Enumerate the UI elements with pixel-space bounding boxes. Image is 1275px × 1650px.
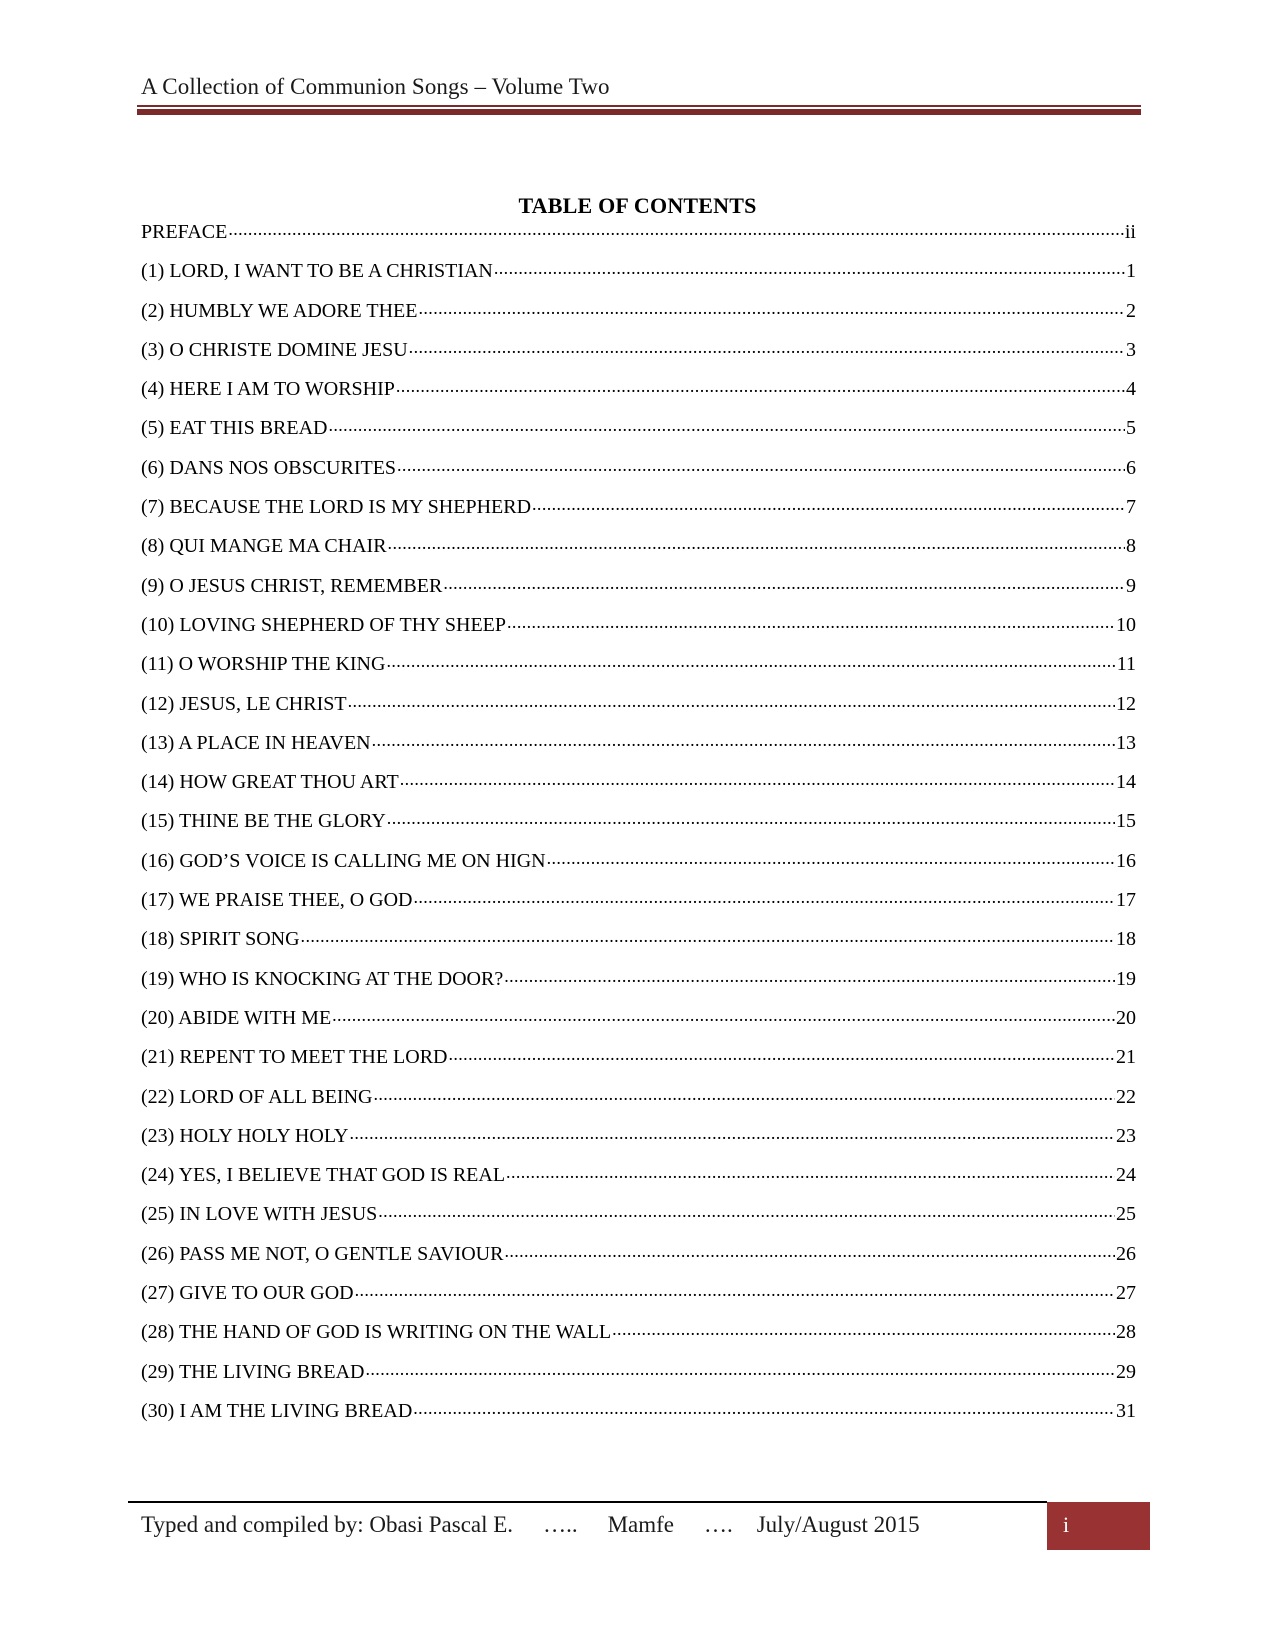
toc-entry-label: (15) THINE BE THE GLORY [141, 810, 386, 833]
toc-entry-page: 16 [1116, 849, 1136, 872]
toc-entry-page: 6 [1126, 456, 1136, 479]
toc-entry-page: ii [1124, 221, 1136, 243]
toc-entry[interactable] [141, 1122, 1136, 1161]
toc-entry-page: 29 [1116, 1360, 1136, 1383]
toc-dot-leader [396, 375, 1125, 395]
toc-dot-leader [506, 1161, 1115, 1181]
toc-dot-leader [532, 493, 1125, 513]
toc-dot-leader [504, 1240, 1115, 1260]
toc-dot-leader [413, 1397, 1115, 1417]
toc-entry-page: 1 [1126, 260, 1136, 283]
toc-dot-leader [448, 1043, 1115, 1063]
header-rule-thick [137, 109, 1141, 115]
toc-entry-page: 3 [1126, 338, 1136, 361]
toc-title: TABLE OF CONTENTS [518, 193, 757, 218]
toc-entry-page: 13 [1116, 731, 1136, 754]
toc-entry[interactable] [141, 532, 1136, 571]
toc-entry-page: 4 [1126, 378, 1136, 401]
toc-entry[interactable] [141, 650, 1136, 689]
toc-entry-label: (12) JESUS, LE CHRIST [141, 692, 347, 715]
running-header: A Collection of Communion Songs – Volume Two [141, 74, 610, 99]
toc-entry-page: 24 [1116, 1164, 1136, 1187]
table-of-contents [141, 218, 1136, 1436]
toc-entry-page: 2 [1126, 299, 1136, 322]
toc-entry-label: (18) SPIRIT SONG [141, 928, 300, 951]
toc-entry-page: 31 [1116, 1399, 1136, 1422]
toc-entry-label: PREFACE [141, 221, 228, 243]
toc-dot-leader [373, 1083, 1115, 1103]
toc-dot-leader [328, 414, 1125, 434]
toc-dot-leader [409, 336, 1125, 356]
toc-entry-label: (13) A PLACE IN HEAVEN [141, 731, 371, 754]
toc-dot-leader [332, 1004, 1115, 1024]
toc-entry-label: (17) WE PRAISE THEE, O GOD [141, 889, 413, 912]
toc-entry[interactable] [141, 768, 1136, 807]
toc-entry-page: 21 [1116, 1046, 1136, 1069]
toc-entry-page: 15 [1116, 810, 1136, 833]
toc-entry-label: (28) THE HAND OF GOD IS WRITING ON THE WALL [141, 1321, 612, 1344]
toc-entry-label: (10) LOVING SHEPHERD OF THY SHEEP [141, 613, 507, 636]
toc-entry-label: (25) IN LOVE WITH JESUS [141, 1203, 378, 1226]
toc-entry-label: (16) GOD’S VOICE IS CALLING ME ON HIGN [141, 849, 546, 872]
toc-entry[interactable] [141, 1397, 1136, 1436]
toc-entry[interactable] [141, 965, 1136, 1004]
toc-dot-leader [419, 297, 1126, 317]
toc-dot-leader [397, 454, 1125, 474]
toc-entry[interactable] [141, 297, 1136, 336]
toc-entry-label: (29) THE LIVING BREAD [141, 1360, 365, 1383]
toc-entry-label: (5) EAT THIS BREAD [141, 417, 328, 440]
toc-entry[interactable] [141, 454, 1136, 493]
toc-entry-label: (2) HUMBLY WE ADORE THEE [141, 299, 418, 322]
toc-dot-leader [387, 807, 1115, 827]
footer-separator: …. [703, 1512, 733, 1537]
toc-entry-label: (3) O CHRISTE DOMINE JESU [141, 338, 408, 361]
toc-entry[interactable] [141, 847, 1136, 886]
toc-entry[interactable] [141, 729, 1136, 768]
toc-entry-page: 5 [1126, 417, 1136, 440]
toc-entry[interactable] [141, 1318, 1136, 1357]
toc-entry[interactable] [141, 493, 1136, 532]
toc-entry-page: 9 [1126, 574, 1136, 597]
toc-entry[interactable] [141, 690, 1136, 729]
toc-entry[interactable] [141, 1161, 1136, 1200]
toc-entry-page: 17 [1116, 889, 1136, 912]
toc-entry-page: 20 [1116, 1006, 1136, 1029]
toc-entry[interactable] [141, 1240, 1136, 1279]
toc-entry-page: 8 [1126, 535, 1136, 558]
toc-entry-page: 18 [1116, 928, 1136, 951]
toc-entry[interactable] [141, 257, 1136, 296]
toc-entry-page: 22 [1116, 1085, 1136, 1108]
toc-entry[interactable] [141, 807, 1136, 846]
toc-entry[interactable] [141, 886, 1136, 925]
toc-entry[interactable] [141, 1200, 1136, 1239]
toc-entry-label: (6) DANS NOS OBSCURITES [141, 456, 397, 479]
toc-entry[interactable] [141, 1279, 1136, 1318]
toc-entry-page: 25 [1116, 1203, 1136, 1226]
toc-entry-label: (21) REPENT TO MEET THE LORD [141, 1046, 448, 1069]
toc-entry-label: (26) PASS ME NOT, O GENTLE SAVIOUR [141, 1242, 504, 1265]
toc-entry-label: (27) GIVE TO OUR GOD [141, 1282, 354, 1305]
toc-dot-leader [494, 257, 1125, 277]
header-rule-thin [137, 105, 1141, 107]
toc-entry-label: (20) ABIDE WITH ME [141, 1006, 332, 1029]
toc-entry[interactable] [141, 414, 1136, 453]
footer-compiled-by: Typed and compiled by: Obasi Pascal E. [141, 1512, 514, 1537]
toc-entry[interactable] [141, 1083, 1136, 1122]
footer-text [141, 1512, 920, 1538]
toc-dot-leader [372, 729, 1115, 749]
toc-entry[interactable] [141, 1043, 1136, 1082]
toc-entry-page: 26 [1116, 1242, 1136, 1265]
toc-entry-label: (19) WHO IS KNOCKING AT THE DOOR? [141, 967, 504, 990]
toc-entry-label: (9) O JESUS CHRIST, REMEMBER [141, 574, 443, 597]
toc-entry-label: (4) HERE I AM TO WORSHIP [141, 378, 395, 401]
footer-separator: ….. [543, 1512, 578, 1537]
toc-dot-leader [386, 650, 1115, 670]
toc-entry[interactable] [141, 218, 1136, 257]
toc-entry-label: (23) HOLY HOLY HOLY [141, 1124, 349, 1147]
toc-dot-leader [228, 218, 1124, 238]
toc-dot-leader [612, 1318, 1115, 1338]
toc-entry[interactable] [141, 925, 1136, 964]
toc-entry-page: 19 [1116, 967, 1136, 990]
toc-entry-page: 28 [1116, 1321, 1136, 1344]
toc-entry[interactable] [141, 375, 1136, 414]
toc-entry[interactable] [141, 611, 1136, 650]
toc-entry-label: (1) LORD, I WANT TO BE A CHRISTIAN [141, 260, 493, 283]
toc-entry-page: 11 [1116, 653, 1136, 676]
toc-entry[interactable] [141, 1358, 1136, 1397]
toc-entry-page: 23 [1116, 1124, 1136, 1147]
toc-dot-leader [504, 965, 1115, 985]
toc-dot-leader [378, 1200, 1115, 1220]
toc-dot-leader [413, 886, 1115, 906]
toc-dot-leader [355, 1279, 1115, 1299]
toc-dot-leader [388, 532, 1125, 552]
toc-entry-page: 7 [1126, 496, 1136, 519]
toc-dot-leader [301, 925, 1115, 945]
toc-entry-page: 10 [1116, 613, 1136, 636]
footer-place: Mamfe [607, 1512, 674, 1537]
toc-entry[interactable] [141, 572, 1136, 611]
toc-entry-page: 14 [1116, 771, 1136, 794]
toc-dot-leader [366, 1358, 1116, 1378]
toc-entry-label: (7) BECAUSE THE LORD IS MY SHEPHERD [141, 496, 532, 519]
toc-entry-label: (24) YES, I BELIEVE THAT GOD IS REAL [141, 1164, 506, 1187]
toc-dot-leader [547, 847, 1115, 867]
toc-dot-leader [400, 768, 1115, 788]
toc-dot-leader [443, 572, 1125, 592]
toc-entry-page: 12 [1116, 692, 1136, 715]
toc-entry-label: (30) I AM THE LIVING BREAD [141, 1399, 413, 1422]
page-number-box [1047, 1502, 1150, 1550]
toc-entry-page: 27 [1116, 1282, 1136, 1305]
toc-entry-label: (14) HOW GREAT THOU ART [141, 771, 399, 794]
toc-dot-leader [348, 690, 1115, 710]
toc-entry-label: (11) O WORSHIP THE KING [141, 653, 386, 676]
toc-entry[interactable] [141, 336, 1136, 375]
footer-date: July/August 2015 [756, 1512, 920, 1537]
footer-rule [128, 1501, 1047, 1503]
toc-dot-leader [507, 611, 1115, 631]
toc-dot-leader [349, 1122, 1115, 1142]
toc-entry[interactable] [141, 1004, 1136, 1043]
page-number: i [1063, 1512, 1070, 1537]
toc-entry-label: (8) QUI MANGE MA CHAIR [141, 535, 387, 558]
toc-entry-label: (22) LORD OF ALL BEING [141, 1085, 373, 1108]
